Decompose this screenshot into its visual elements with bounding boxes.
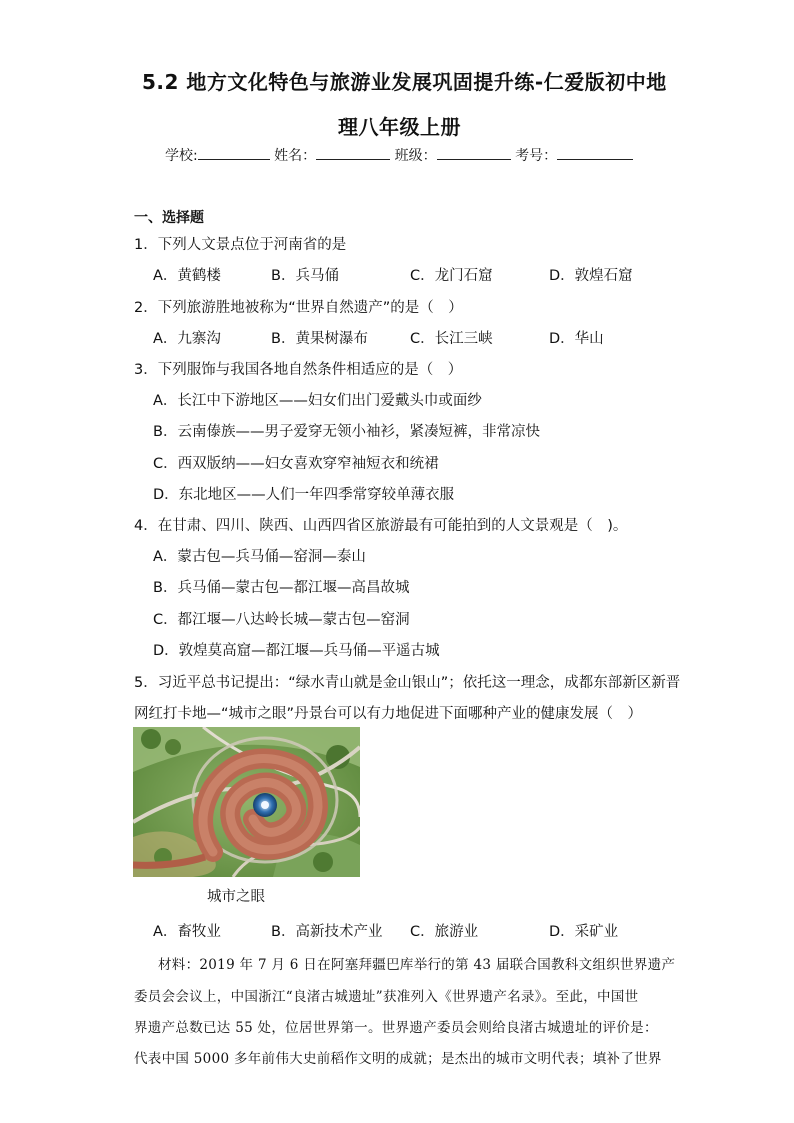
name-label: 姓名：	[274, 148, 317, 164]
question-3-option-d: D．东北地区——人们一年四季常穿较单薄衣服	[153, 487, 455, 503]
question-1-option-b: B．兵马俑	[271, 268, 339, 284]
question-4-option-a: A．蒙古包—兵马俑—窑洞—泰山	[153, 549, 366, 565]
question-5-stem-line1: 5．习近平总书记提出：“绿水青山就是金山银山”；依托这一理念，成都东部新区新晋	[134, 675, 681, 691]
question-1-option-c: C．龙门石窟	[410, 268, 493, 284]
question-1-option-a: A．黄鹤楼	[153, 268, 221, 284]
question-4-option-c: C．都江堰—八达岭长城—蒙古包—窑洞	[153, 612, 410, 628]
question-5-option-b: B．高新技术产业	[271, 924, 383, 940]
material-line-2: 委员会会议上，中国浙江“良渚古城遗址”获准列入《世界遗产名录》。至此，中国世	[134, 989, 639, 1005]
material-line-1: 材料：2019 年 7 月 6 日在阿塞拜疆巴库举行的第 43 届联合国教科文组织世界遗产	[158, 957, 676, 973]
question-3-option-c: C．西双版纳——妇女喜欢穿窄袖短衣和统裙	[153, 456, 439, 472]
section-heading: 一、选择题	[134, 210, 204, 226]
question-2-option-b: B．黄果树瀑布	[271, 331, 368, 347]
page-title-line1: 5.2 地方文化特色与旅游业发展巩固提升练-仁爱版初中地	[142, 70, 667, 94]
question-1-option-d: D．敦煌石窟	[549, 268, 633, 284]
question-3-option-a: A．长江中下游地区——妇女们出门爱戴头巾或面纱	[153, 393, 482, 409]
student-info-line	[165, 145, 633, 165]
material-line-4: 代表中国 5000 多年前伟大史前稻作文明的成就；是杰出的城市文明代表；填补了世界	[134, 1051, 662, 1067]
question-5-option-d: D．采矿业	[549, 924, 619, 940]
number-blank[interactable]	[557, 145, 633, 160]
city-eye-aerial-photo	[133, 727, 360, 877]
question-3-stem: 3．下列服饰与我国各地自然条件相适应的是（ ）	[134, 362, 463, 378]
question-5-option-c: C．旅游业	[410, 924, 479, 940]
question-1-stem: 1．下列人文景点位于河南省的是	[134, 237, 347, 253]
class-label: 班级：	[394, 148, 437, 164]
question-2-stem: 2．下列旅游胜地被称为“世界自然遗产”的是（ ）	[134, 300, 463, 316]
question-3-option-b: B．云南傣族——男子爱穿无领小袖衫，紧凑短裤，非常凉快	[153, 424, 540, 440]
question-2-option-a: A．九寨沟	[153, 331, 221, 347]
question-4-stem: 4．在甘肃、四川、陕西、山西四省区旅游最有可能拍到的人文景观是（ )。	[134, 518, 628, 534]
photo-caption: 城市之眼	[207, 889, 265, 905]
question-5-stem-line2: 网红打卡地—“城市之眼”丹景台可以有力地促进下面哪种产业的健康发展（ ）	[134, 706, 643, 722]
school-label: 学校:	[165, 148, 198, 164]
page-title-line2: 理八年级上册	[338, 115, 461, 139]
question-2-option-d: D．华山	[549, 331, 604, 347]
question-2-option-c: C．长江三峡	[410, 331, 493, 347]
class-blank[interactable]	[437, 145, 511, 160]
question-4-option-b: B．兵马俑—蒙古包—都江堰—高昌故城	[153, 580, 410, 596]
number-label: 考号：	[515, 148, 558, 164]
school-blank[interactable]	[198, 145, 270, 160]
question-5-option-a: A．畜牧业	[153, 924, 221, 940]
question-4-option-d: D．敦煌莫高窟—都江堰—兵马俑—平遥古城	[153, 643, 440, 659]
material-line-3: 界遗产总数已达 55 处，位居世界第一。世界遗产委员会则给良渚古城遗址的评价是：	[134, 1020, 658, 1036]
name-blank[interactable]	[316, 145, 390, 160]
